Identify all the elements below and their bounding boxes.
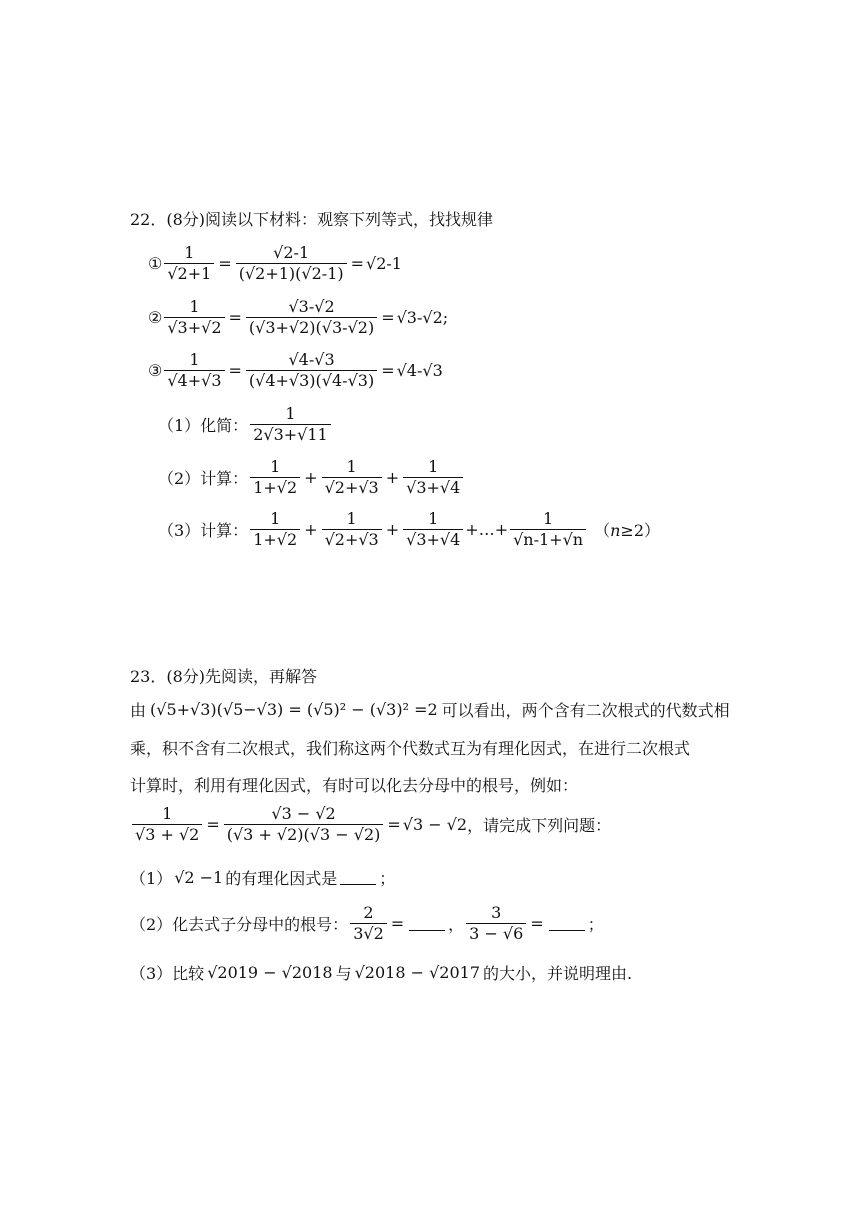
- answer-blank[interactable]: [340, 870, 376, 885]
- fraction: $\frac{1}{√2+√3}$: [322, 510, 382, 550]
- q23-part-3: （3）比较 √2019 − √2018 与 √2018 − √2017 的大小，并说明理由.: [130, 963, 633, 983]
- fraction: $\frac{1}{√3+√2}$: [164, 298, 224, 338]
- result: √3-√2;: [396, 308, 449, 328]
- q23-part-1: （1） √2 −1 的有理化因式是 ；: [130, 868, 396, 888]
- q23-part-2: （2）化去式子分母中的根号： $\frac{2}{3√2}$ = ， $\frac{3}{3 - √6}$ = ；: [130, 903, 604, 944]
- fraction: $\frac{2}{3√2}$: [350, 904, 387, 944]
- result: √4-√3: [396, 361, 443, 381]
- answer-blank[interactable]: [549, 916, 585, 931]
- q22-example-3: ③ $\frac{1}{√4+√3}$ = $\frac{√4-√3}{(√4+√3)(√4-√3)}$ = √4-√3: [148, 350, 443, 391]
- fraction: $\frac{1}{√2+√3}$: [322, 458, 382, 498]
- example-label: ②: [148, 308, 163, 328]
- part-label: （3）计算：: [158, 521, 249, 541]
- q22-part-2: （2）计算： $\frac{1}{1+√2}$ + $\frac{1}{√2+√3}$ + $\frac{1}{√3+√4}$: [158, 458, 465, 498]
- fraction: $\frac{1}{√4+√3}$: [164, 351, 224, 391]
- q22-part-1: [158, 405, 333, 445]
- q23-line-3: 计算时，利用有理化因式，有时可以化去分母中的根号，例如：: [130, 776, 579, 795]
- fraction: $\frac{1}{√3+√4}$: [403, 510, 463, 550]
- q22-title: 22．(8分)阅读以下材料：观察下列等式，找找规律: [130, 210, 494, 229]
- fraction: $\frac{√4-√3}{(√4+√3)(√4-√3)}$: [246, 351, 377, 391]
- condition: （n≥2）: [594, 521, 661, 541]
- part-label: （1）化简：: [158, 416, 249, 436]
- example-label: ①: [148, 254, 163, 274]
- q22-example-2: ② $\frac{1}{√3+√2}$ = $\frac{√3-√2}{(√3+√2)(√3-√2)}$ = √3-√2;: [148, 297, 449, 338]
- fraction: $\frac{3}{3 - √6}$: [466, 904, 526, 944]
- result: √3 − √2: [402, 815, 468, 835]
- q23-line-2: 乘，积不含有二次根式，我们称这两个代数式互为有理化因式，在进行二次根式: [130, 739, 691, 758]
- fraction: $\frac{1}{1+√2}$: [250, 510, 300, 550]
- fraction: $\frac{1}{√2+1}$: [164, 244, 214, 284]
- fraction: $\frac{1}{√n-1+√n}$: [510, 510, 586, 550]
- q22-example-1: ① $\frac{1}{√2+1}$ = $\frac{√2-1}{(√2+1)(√2-1)}$ = √2-1: [148, 243, 402, 284]
- fraction: $\frac{√3-√2}{(√3+√2)(√3-√2)}$: [246, 298, 377, 338]
- answer-blank[interactable]: [409, 916, 445, 931]
- fraction: $\frac{1}{√3 + √2}$: [132, 805, 202, 845]
- part-label: （2）计算：: [158, 469, 249, 489]
- example-label: ③: [148, 361, 163, 381]
- fraction: $\frac{1}{√3+√4}$: [403, 458, 463, 498]
- fraction: $\frac{√3 - √2}{(√3 + √2)(√3 - √2)}$: [224, 805, 384, 845]
- fraction: $\frac{1}{2√3+√11}$: [250, 405, 331, 445]
- math-expression: (√5+√3)(√5−√3) = (√5)² − (√3)² =2: [150, 700, 438, 719]
- q23-example: $\frac{1}{√3 + √2}$ = $\frac{√3 - √2}{(√3 + √2)(√3 - √2)}$ = √3 − √2 ，请完成下列问题：: [130, 805, 611, 845]
- fraction: $\frac{√2-1}{(√2+1)(√2-1)}$: [236, 244, 347, 284]
- q22-part-3: （3）计算： $\frac{1}{1+√2}$ + $\frac{1}{√2+√3}$ + $\frac{1}{√3+√4}$ +…+ $\frac{1}{√n-1+√n}$ （n≥2）: [158, 509, 661, 550]
- q23-line-1: 由 (√5+√3)(√5−√3) = (√5)² − (√3)² =2 可以看出，两个含有二次根式的代数式相: [130, 700, 730, 720]
- q23-title: 23．(8分)先阅读，再解答: [130, 667, 318, 686]
- result: √2-1: [366, 254, 402, 274]
- fraction: $\frac{1}{1+√2}$: [250, 458, 300, 498]
